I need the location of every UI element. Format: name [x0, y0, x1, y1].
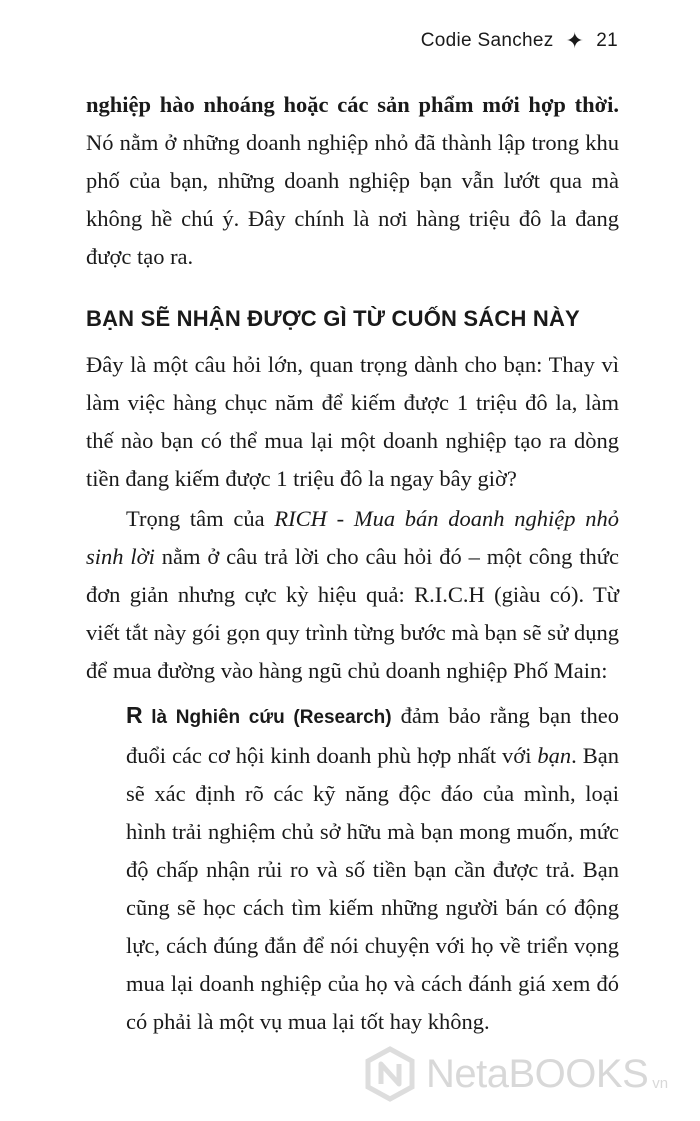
list-item-research — [126, 696, 619, 1041]
list-letter: R — [126, 702, 143, 728]
paragraph-rich-lead: Trọng tâm của — [126, 506, 275, 531]
running-header — [421, 30, 618, 52]
list-italic: bạn — [537, 743, 572, 768]
paragraph-rich — [86, 500, 619, 690]
paragraph-intro — [86, 86, 619, 276]
author-name: Codie Sanchez — [420, 30, 554, 51]
section-heading: BẠN SẼ NHẬN ĐƯỢC GÌ TỪ CUỐN SÁCH NÀY — [86, 306, 580, 331]
paragraph-intro-text: Nó nằm ở những doanh nghiệp nhỏ đã thành lập trong khu phố của bạn, những doanh nghiệp bạn vẫn lướt qua mà không hề chú ý. Đây chính là nơi hàng triệu đô la đang được tạo ra. — [86, 130, 619, 269]
page-body — [86, 86, 619, 1041]
watermark — [362, 1046, 668, 1102]
book-title: RICH - Mua bán doanh nghiệp nhỏ sinh lời — [86, 506, 619, 569]
bold-phrase: nghiệp hào nhoáng hoặc các sản phẩm mới hợp thời. — [86, 92, 619, 117]
watermark-suffix: vn — [652, 1074, 669, 1092]
netabooks-logo-icon — [362, 1046, 418, 1102]
list-term: là Nghiên cứu (Research) — [142, 707, 392, 728]
page-number: 21 — [596, 30, 618, 51]
list-text-b: . Bạn sẽ xác định rõ các kỹ năng độc đáo của mình, loại hình trải nghiệm chủ sở hữu mà bạn mong muốn, mức độ chấp nhận rủi ro và số tiền bạn cần được trả. Bạn cũng sẽ học cách tìm kiếm những người bán có động lực, cách đúng đắn để nói chuyện với họ về triển vọng mua lại doanh nghiệp của họ và cách đánh giá xem đó có phải là một vụ mua lại tốt hay không. — [126, 743, 619, 1034]
star-separator-icon: ✦ — [565, 28, 585, 53]
list-text-a: đảm bảo rằng bạn theo đuổi các cơ hội kinh doanh phù hợp nhất với — [126, 703, 619, 768]
paragraph-rich-text: nằm ở câu trả lời cho câu hỏi đó – một công thức đơn giản nhưng cực kỳ hiệu quả: R.I.C.H (giàu có). Từ viết tắt này gói gọn quy trình từng bước mà bạn sẽ sử dụng để mua đường vào hàng ngũ chủ doanh nghiệp Phố Main: — [86, 544, 619, 683]
paragraph-question: Đây là một câu hỏi lớn, quan trọng dành cho bạn: Thay vì làm việc hàng chục năm để kiếm được 1 triệu đô la, làm thế nào bạn có thể mua lại một doanh nghiệp tạo ra dòng tiền đang kiếm được 1 triệu đô la ngay bây giờ? — [86, 352, 619, 491]
watermark-brand: NetaBOOKS — [426, 1051, 649, 1096]
